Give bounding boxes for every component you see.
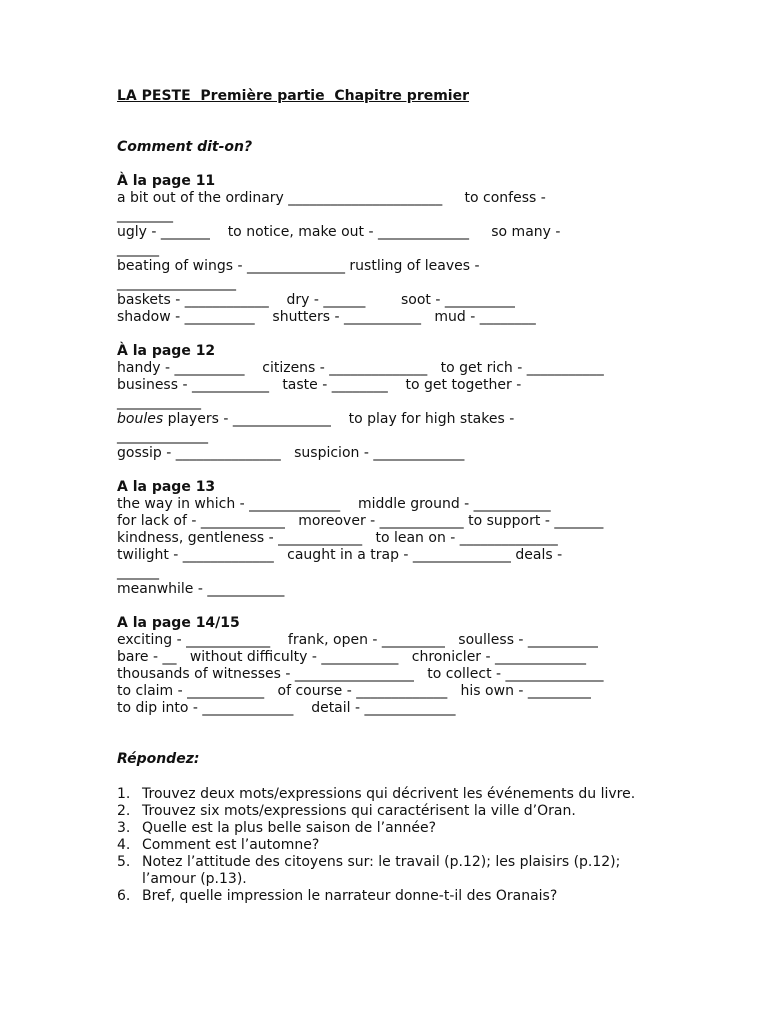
question-item: [117, 820, 662, 837]
question-item: [117, 786, 662, 803]
page13-line: twilight - _____________ caught in a trap - ______________ deals -: [117, 547, 563, 563]
question-number: 2.: [117, 803, 131, 819]
boules-word: boules: [117, 411, 164, 427]
question-text: Bref, quelle impression le narrateur donne-t-il des Oranais?: [142, 888, 558, 904]
question-text: Notez l’attitude des citoyens sur: le travail (p.12); les plaisirs (p.12); l’amour (p.13).: [142, 854, 621, 887]
question-number: 3.: [117, 820, 131, 836]
question-number: 5.: [117, 854, 131, 870]
repondez-heading: Répondez:: [117, 751, 200, 767]
page11-line: ________: [117, 207, 173, 223]
page13-heading: A la page 13: [117, 479, 216, 495]
document-title: LA PESTE Première partie Chapitre premier: [117, 88, 470, 104]
page13-line: ______: [117, 564, 159, 580]
question-text: Trouvez deux mots/expressions qui décrivent les événements du livre.: [142, 786, 636, 802]
question-item: [117, 837, 662, 854]
question-text: Comment est l’automne?: [142, 837, 320, 853]
question-item: [117, 803, 662, 820]
question-number: 4.: [117, 837, 131, 853]
page13-line: for lack of - ____________ moreover - ____________ to support - _______: [117, 513, 604, 529]
page1415-line: thousands of witnesses - _________________ to collect - ______________: [117, 666, 604, 682]
question-item: [117, 854, 662, 888]
page11-line: _________________: [117, 275, 236, 291]
question-text: Quelle est la plus belle saison de l’année?: [142, 820, 437, 836]
page12-line: gossip - _______________ suspicion - _____________: [117, 445, 465, 461]
page11-line: a bit out of the ordinary ______________________ to confess -: [117, 190, 546, 206]
page11-line: beating of wings - ______________ rustling of leaves -: [117, 258, 480, 274]
page13-line: meanwhile - ___________: [117, 581, 285, 597]
page11-line: shadow - __________ shutters - ___________ mud - ________: [117, 309, 536, 325]
page1415-line: to claim - ___________ of course - _____________ his own - _________: [117, 683, 591, 699]
comment-dit-on-heading: Comment dit-on?: [117, 139, 253, 155]
questions-list: [117, 786, 662, 905]
page12-heading: À la page 12: [117, 343, 216, 359]
page12-line: business - ___________ taste - ________ to get together -: [117, 377, 522, 393]
page13-line: the way in which - _____________ middle ground - ___________: [117, 496, 551, 512]
page11-line: ______: [117, 241, 159, 257]
page12-line: _____________: [117, 428, 208, 444]
boules-line-rest: players - ______________ to play for high stakes -: [163, 411, 515, 427]
page12-line: handy - __________ citizens - ______________ to get rich - ___________: [117, 360, 604, 376]
question-item: [117, 888, 662, 905]
page11-heading: À la page 11: [117, 173, 216, 189]
question-number: 6.: [117, 888, 131, 904]
question-number: 1.: [117, 786, 131, 802]
page1415-line: to dip into - _____________ detail - _____________: [117, 700, 456, 716]
page1415-heading: A la page 14/15: [117, 615, 240, 631]
page11-line: baskets - ____________ dry - ______ soot - __________: [117, 292, 515, 308]
page11-line: ugly - _______ to notice, make out - _____________ so many -: [117, 224, 561, 240]
page12-line: ____________: [117, 394, 201, 410]
page13-line: kindness, gentleness - ____________ to lean on - ______________: [117, 530, 558, 546]
page1415-line: bare - __ without difficulty - ___________ chronicler - _____________: [117, 649, 587, 665]
question-text: Trouvez six mots/expressions qui caractérisent la ville d’Oran.: [142, 803, 576, 819]
page12-boules-line: [117, 411, 514, 428]
page1415-line: exciting - ____________ frank, open - _________ soulless - __________: [117, 632, 598, 648]
